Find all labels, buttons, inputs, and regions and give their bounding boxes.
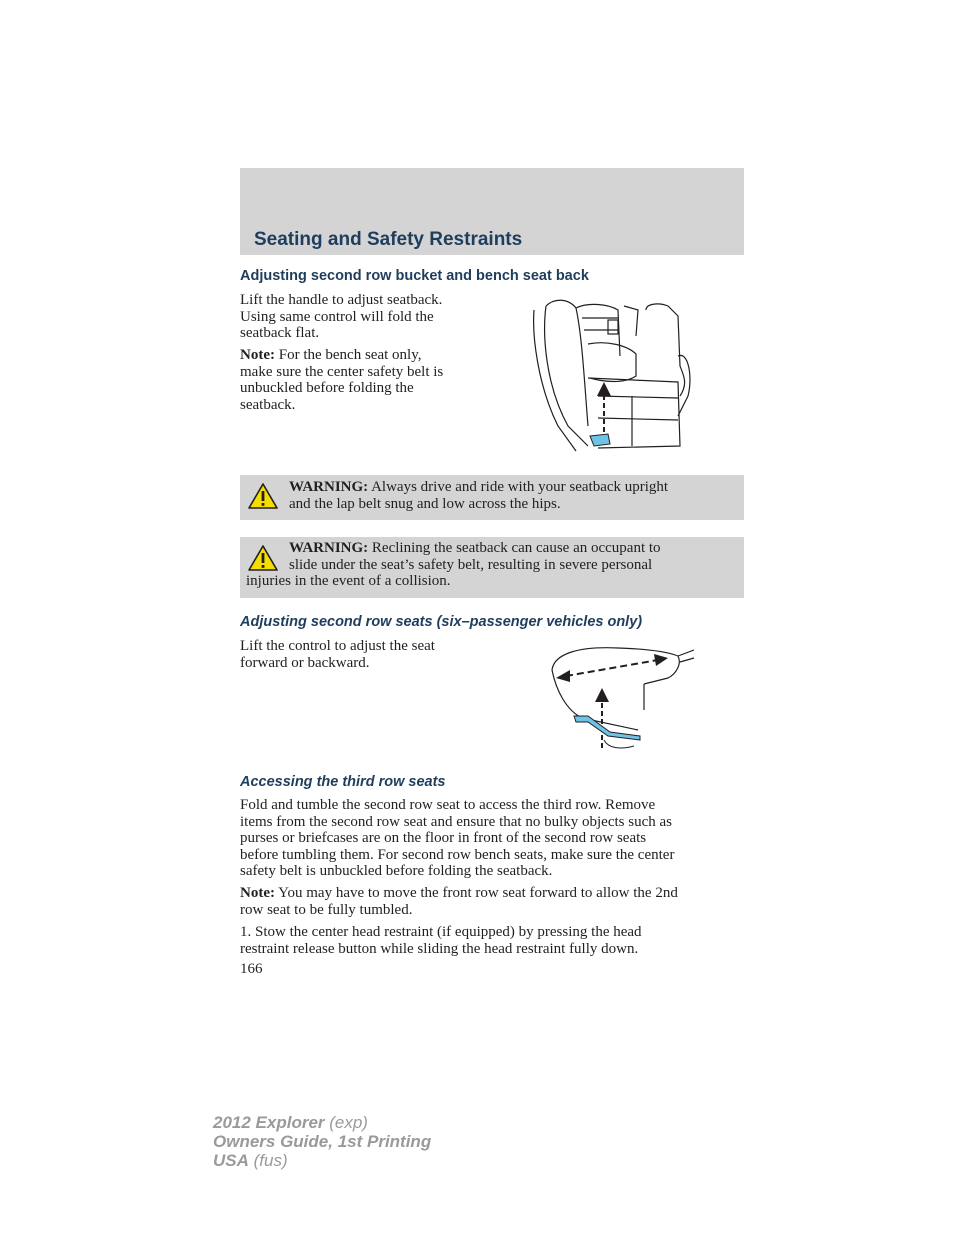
warning-box-seatback-upright	[240, 475, 744, 520]
text-line: You may have to move the front row seat forward to allow the 2nd	[274, 885, 678, 901]
text-line: seatback flat.	[240, 325, 320, 341]
seatback-illustration	[528, 296, 698, 456]
text-line: Fold and tumble the second row seat to access the third row. Remove	[240, 797, 656, 813]
heading-six-passenger: Adjusting second row seats (six–passenger vehicles only)	[240, 614, 643, 630]
footer-guide: Owners Guide, 1st Printing	[213, 1132, 432, 1151]
text-line: Lift the control to adjust the seat	[240, 638, 435, 654]
text-line: make sure the center safety belt is	[240, 363, 444, 380]
paragraph-fold-tumble	[240, 797, 674, 880]
heading-adjust-seat-back: Adjusting second row bucket and bench seat back	[240, 268, 589, 284]
warning-label: WARNING:	[289, 479, 369, 495]
text-line: before tumbling them. For second row bench seats, make sure the center	[240, 846, 675, 863]
footer-model: 2012 Explorer	[213, 1113, 325, 1132]
handle-highlight	[590, 434, 610, 446]
warning-triangle-icon	[248, 545, 278, 571]
note-front-row-seat	[240, 885, 678, 918]
footer-model-code: (exp)	[324, 1113, 368, 1132]
step-1-head-restraint	[240, 924, 642, 957]
text-line: row seat to be fully tumbled.	[240, 901, 413, 918]
page-number: 166	[240, 961, 263, 977]
warning-triangle-icon	[248, 483, 278, 509]
document-footer	[213, 1113, 431, 1170]
text-line: unbuckled before folding the	[240, 380, 414, 396]
text-line: 1. Stow the center head restraint (if equipped) by pressing the head	[240, 924, 642, 940]
text-line: forward or backward.	[240, 654, 370, 671]
paragraph-lift-handle	[240, 292, 442, 342]
text-line: slide under the seat’s safety belt, resulting in severe personal	[289, 556, 653, 573]
note-label: Note:	[240, 885, 275, 901]
footer-region-code: (fus)	[248, 1151, 288, 1170]
paragraph-lift-control	[240, 638, 435, 671]
text-line: purses or briefcases are on the floor in front of the second row seats	[240, 830, 647, 846]
footer-region: USA	[213, 1151, 249, 1170]
heading-third-row: Accessing the third row seats	[240, 774, 446, 790]
seat-outline	[534, 310, 576, 451]
text-line: Using same control will fold the	[240, 308, 434, 325]
text-line: Always drive and ride with your seatback upright	[368, 479, 669, 495]
section-title: Seating and Safety Restraints	[254, 229, 523, 250]
warning-box-reclining	[240, 537, 744, 598]
text-line: injuries in the event of a collision.	[246, 573, 451, 589]
text-line: restraint release button while sliding the head restraint fully down.	[240, 940, 639, 957]
warning-label: WARNING:	[289, 540, 369, 556]
text-line: items from the second row seat and ensure that no bulky objects such as	[240, 813, 672, 830]
text-line: For the bench seat only,	[274, 347, 422, 363]
seat-slide-illustration	[548, 640, 696, 756]
text-line: Lift the handle to adjust seatback.	[240, 292, 443, 308]
text-line: safety belt is unbuckled before folding the seatback.	[240, 863, 553, 879]
text-line: and the lap belt snug and low across the hips.	[289, 495, 561, 512]
text-line: Reclining the seatback can cause an occupant to	[368, 540, 661, 556]
text-line: seatback.	[240, 396, 296, 413]
note-bench-seat	[240, 347, 443, 413]
note-label: Note:	[240, 347, 275, 363]
section-header-band	[240, 168, 744, 255]
